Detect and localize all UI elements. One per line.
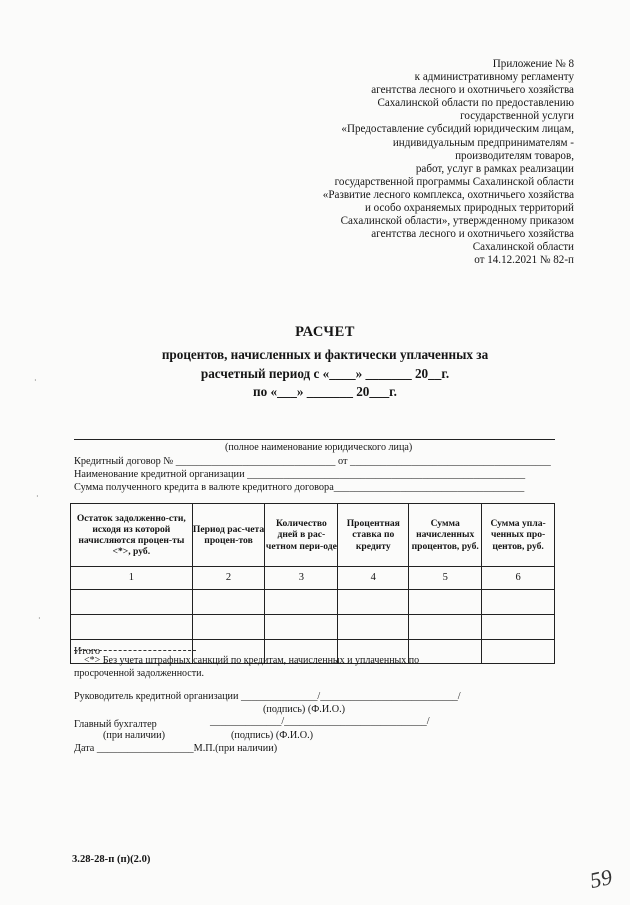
table-cell xyxy=(71,590,193,615)
total-label: Итого xyxy=(71,640,193,664)
table-cell xyxy=(265,590,338,615)
footnote-separator xyxy=(74,650,196,651)
appendix-line: государственной программы Сахалинской области xyxy=(334,175,574,188)
form-code: 3.28-28-п (п)(2.0) xyxy=(72,854,151,865)
appendix-line: Приложение № 8 xyxy=(492,58,574,70)
accountant-signature-line: ______________/____________________________/ xyxy=(210,716,430,727)
table-cell xyxy=(338,615,409,640)
column-header: Период рас-чета процен-тов xyxy=(192,504,265,567)
column-number: 3 xyxy=(265,567,338,590)
appendix-line: «Развитие лесного комплекса, охотничьего хозяйства xyxy=(322,188,574,201)
head-signature-caption: (подпись) (Ф.И.О.) xyxy=(263,704,346,715)
table-cell xyxy=(265,615,338,640)
appendix-line: индивидуальным предпринимателям - xyxy=(392,136,574,149)
interest-calculation-table xyxy=(70,503,555,664)
footnote-line: просроченной задолженности. xyxy=(74,667,204,679)
scan-speck: · xyxy=(36,492,39,501)
column-header: Остаток задолженно-сти, исходя из которой начисляются процен-ты <*>, руб. xyxy=(71,504,193,567)
footnote xyxy=(74,655,419,680)
table-cell xyxy=(192,590,265,615)
column-number: 4 xyxy=(338,567,409,590)
credit-sum-field: Сумма полученного кредита в валюте кредитного договора_____________________________________ xyxy=(74,482,525,493)
table-header-row xyxy=(71,504,555,567)
appendix-line: Сахалинской области по предоставлению xyxy=(377,97,574,110)
date-field: Дата ___________________М.П.(при наличии) xyxy=(74,743,278,754)
accountant-signature-caption: (подпись) (Ф.И.О.) xyxy=(231,730,314,741)
appendix-line: агентства лесного и охотничьего хозяйства xyxy=(371,228,574,241)
column-header: Сумма начисленных процентов, руб. xyxy=(409,504,482,567)
column-number: 1 xyxy=(71,567,193,590)
handwritten-page-number: 59 xyxy=(587,863,615,894)
column-number: 2 xyxy=(192,567,265,590)
table-cell xyxy=(409,615,482,640)
document-subtitle-line-1: процентов, начисленных и фактически уплаченных за xyxy=(161,347,489,362)
document-title: РАСЧЕТ xyxy=(295,324,355,340)
column-number: 5 xyxy=(409,567,482,590)
table-cell xyxy=(409,640,482,664)
accountant-note: (при наличии) xyxy=(103,730,165,741)
table-cell xyxy=(409,590,482,615)
appendix-line: Сахалинской области», утвержденному приказом xyxy=(340,215,574,228)
accountant-label: Главный бухгалтер xyxy=(74,719,157,730)
scan-speck: · xyxy=(38,614,41,623)
table-cell xyxy=(338,590,409,615)
table-number-row xyxy=(71,567,555,590)
appendix-line: агентства лесного и охотничьего хозяйства xyxy=(371,84,574,97)
appendix-line: работ, услуг в рамках реализации xyxy=(415,162,574,175)
table-cell xyxy=(482,640,555,664)
appendix-line: государственной услуги xyxy=(460,110,574,123)
entity-name-caption: (полное наименование юридического лица) xyxy=(225,442,413,453)
table-cell xyxy=(192,615,265,640)
footnote-line: <*> Без учета штрафных санкций по кредитам, начисленных и уплаченных по xyxy=(84,655,420,666)
appendix-line: от 14.12.2021 № 82-п xyxy=(474,254,574,267)
document-subtitle-line-3: по «___» _______ 20___г. xyxy=(253,384,397,399)
table-cell xyxy=(71,615,193,640)
appendix-line: Сахалинской области xyxy=(472,241,574,254)
appendix-line: производителям товаров, xyxy=(455,149,574,162)
appendix-block xyxy=(274,58,574,268)
column-header: Сумма упла-ченных про-центов, руб. xyxy=(482,504,555,567)
table-row xyxy=(71,615,555,640)
scan-speck: · xyxy=(34,376,37,385)
head-signature-line: Руководитель кредитной организации _______________/___________________________/ xyxy=(74,691,461,702)
appendix-line: «Предоставление субсидий юридическим лицам, xyxy=(341,123,574,136)
document-subtitle-line-2: расчетный период с «____» _______ 20__г. xyxy=(200,366,450,381)
table-row xyxy=(71,590,555,615)
credit-contract-field: Кредитный договор № _______________________________ от _______________________________________ xyxy=(74,456,551,467)
appendix-line: к административному регламенту xyxy=(414,71,574,84)
entity-name-line xyxy=(74,439,555,440)
column-header: Процентная ставка по кредиту xyxy=(338,504,409,567)
appendix-line: и особо охраняемых природных территорий xyxy=(364,202,574,215)
column-header: Количество дней в рас-четном пери-оде xyxy=(265,504,338,567)
credit-org-field: Наименование кредитной организации ______________________________________________________ xyxy=(74,469,526,480)
column-number: 6 xyxy=(482,567,555,590)
table-cell xyxy=(482,590,555,615)
table-cell xyxy=(482,615,555,640)
